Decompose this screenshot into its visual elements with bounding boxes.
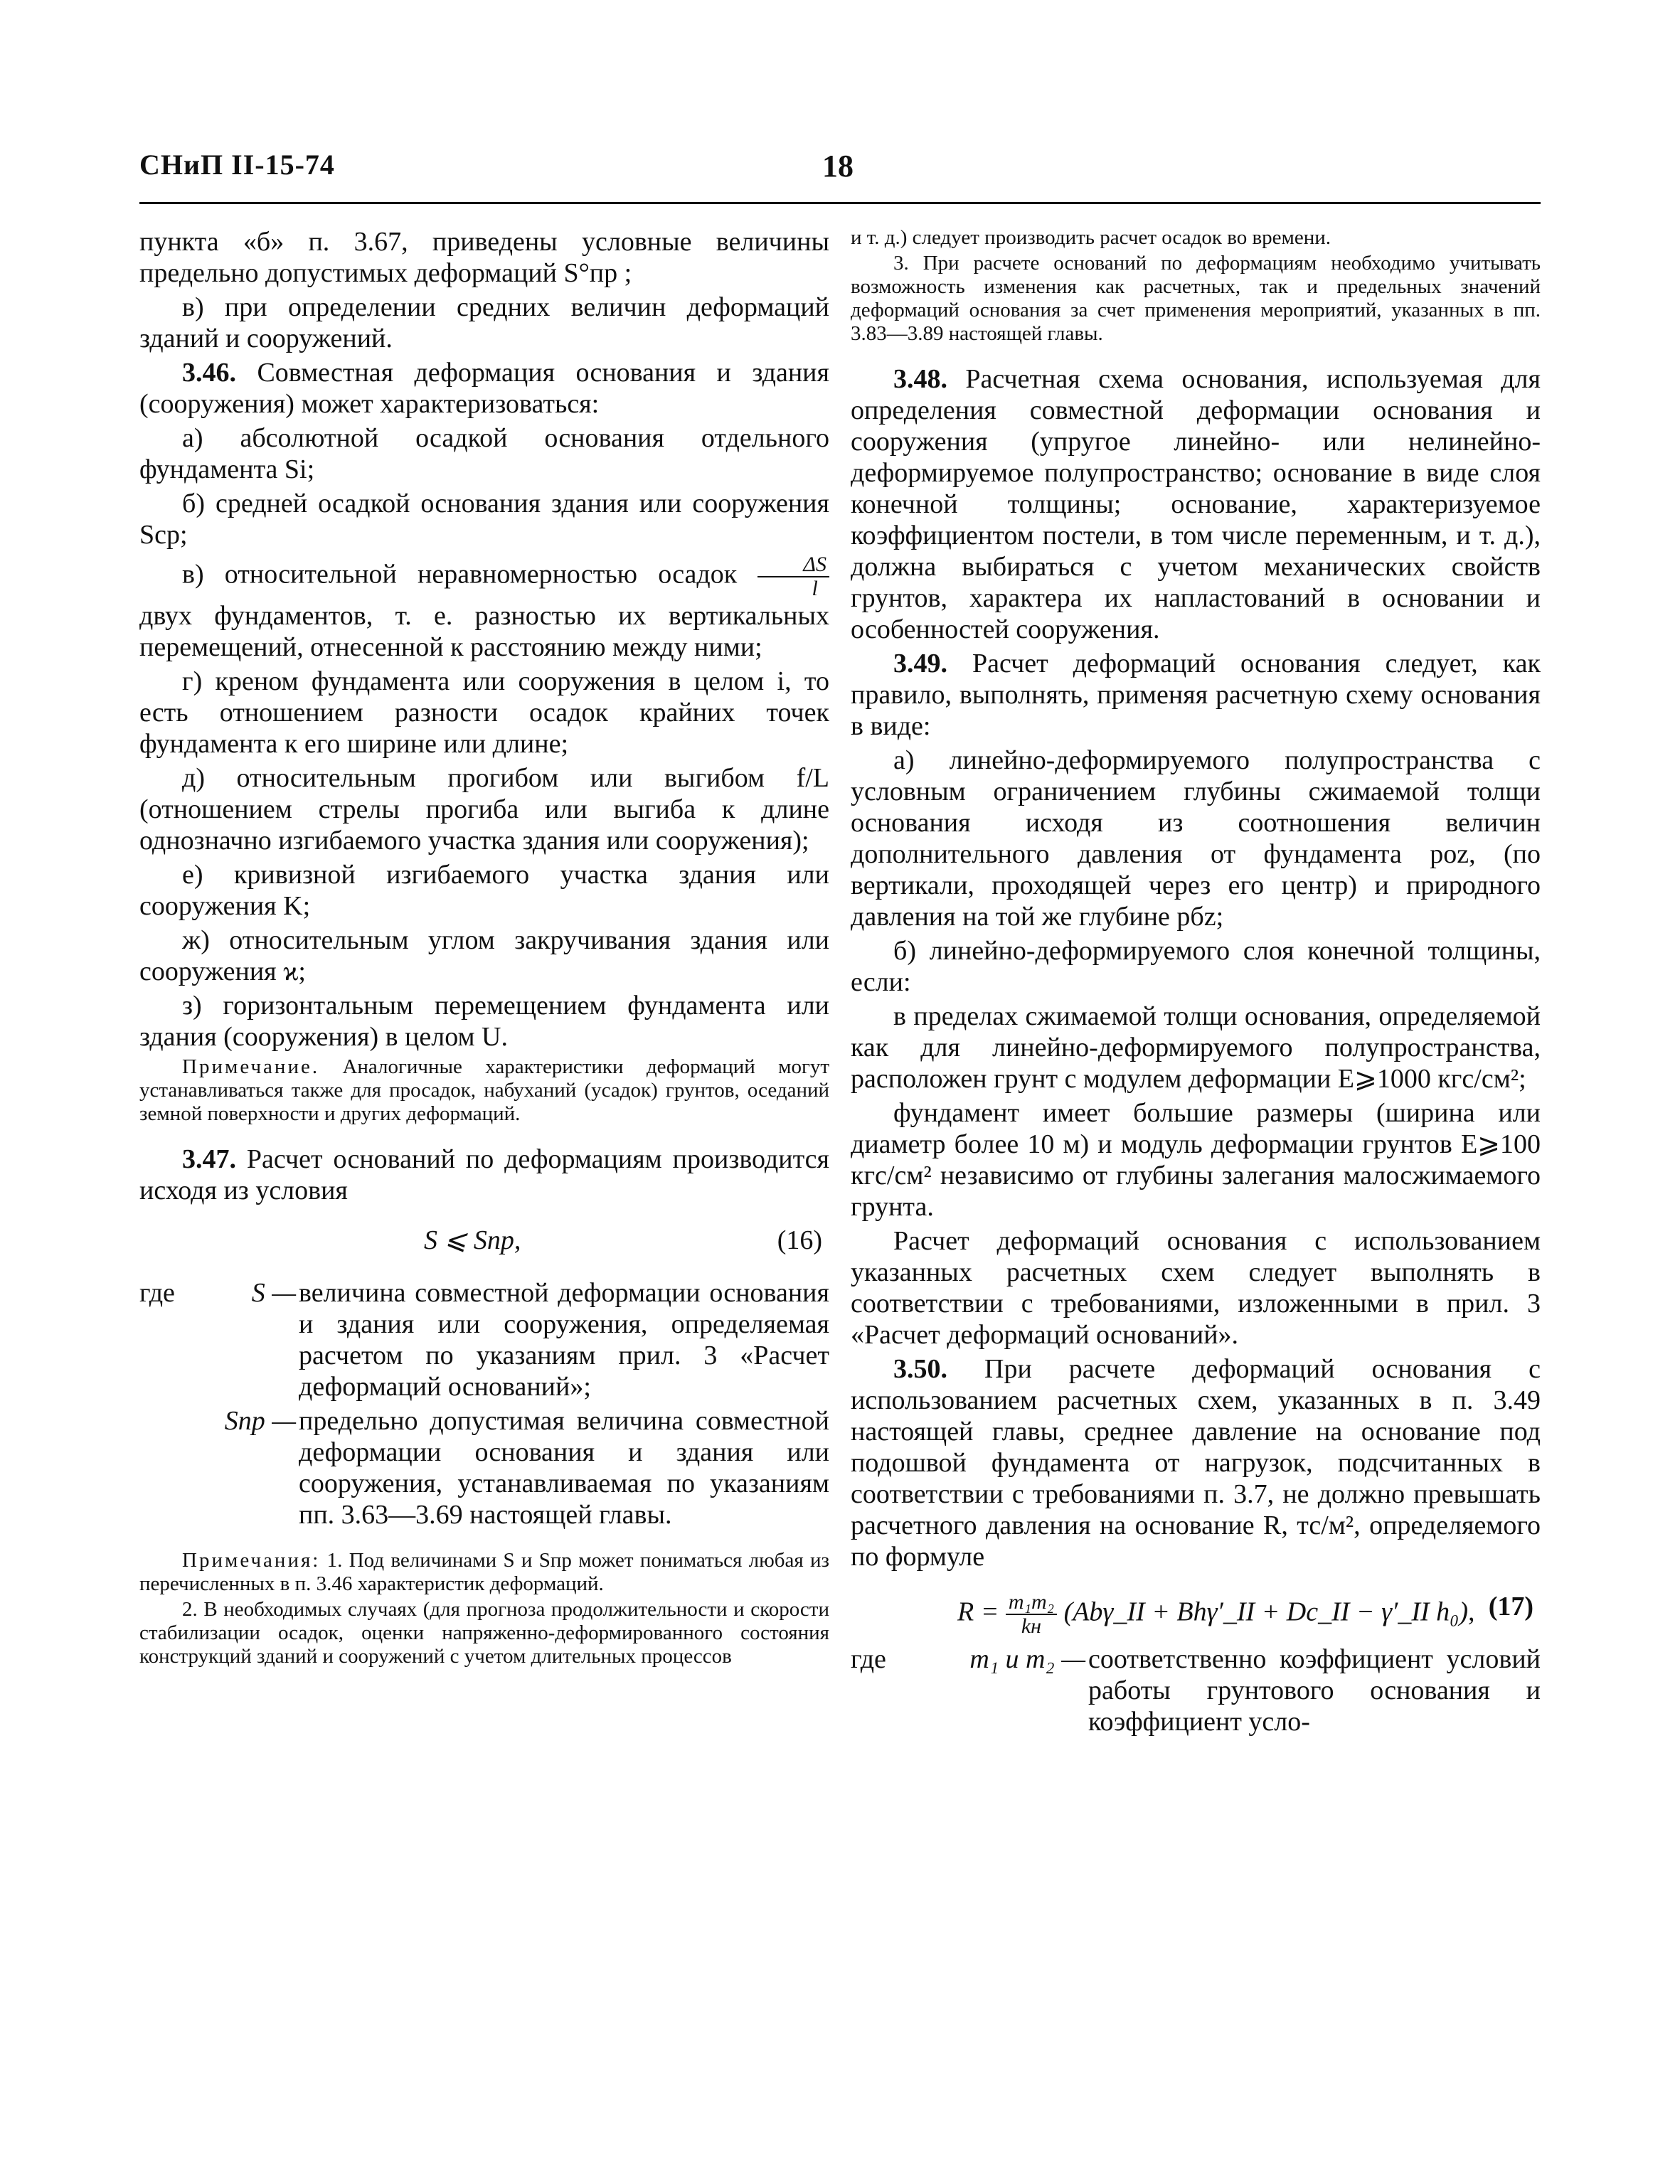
section-number: 3.50. (893, 1354, 947, 1384)
running-head (139, 148, 1541, 198)
item-b: б) линейно-деформируемого слоя конечной толщины, если: (851, 936, 1541, 997)
item-b: б) средней осадкой основания здания или сооружения Sср; (139, 489, 829, 550)
where-row (139, 1277, 829, 1402)
fraction-numerator: m₁m₂ (1006, 1591, 1057, 1615)
where-word: где (851, 1644, 886, 1674)
note-continuation: и т. д.) следует производить расчет осадок во времени. (851, 226, 1331, 249)
document-code: СНиП II-15-74 (139, 149, 335, 181)
item-e: е) кривизной изгибаемого участка здания или сооружения K; (139, 860, 829, 921)
item-d: д) относительным прогибом или выгибом f/L (отношением стрелы прогиба или выгиба к длине однозначно изгибаемого участка здания или сооружения); (139, 763, 829, 856)
item-v-text-2: двух фундаментов, т. е. разностью их вертикальных перемещений, отнесенной к расстоянию между ними; (139, 601, 829, 662)
section-text: Совместная деформация основания и здания (сооружения) может характеризоваться: (139, 358, 829, 419)
formula-17 (851, 1580, 1541, 1636)
notes-text: 1. Под величинами S и Sпр может пониматься любая из перечисленных в п. 3.46 характеристик деформаций. (139, 1549, 829, 1595)
section-3-48 (851, 363, 1541, 645)
fraction-ds-l (757, 553, 829, 600)
item-a: а) абсолютной осадкой основания отдельного фундамента Si; (139, 423, 829, 484)
page-number: 18 (822, 149, 854, 183)
notes-2: 2. В необходимых случаях (для прогноза продолжительности и скорости стабилизации осадок, оценки напряженно-деформированного состояния конструкций зданий и сооружений с учетом длительных процессов (139, 1598, 829, 1668)
where-definition: предельно допустимая величина совместной деформации основания и здания или сооружения, устанавливаемая по указаниям пп. 3.63—3.69 настоящей главы. (299, 1406, 829, 1530)
formula-body: S ⩽ Sпр, (424, 1225, 521, 1255)
note-label: Примечание. (182, 1055, 320, 1078)
note-3: 3. При расчете оснований по деформациям необходимо учитывать возможность изменения как расчетных, так и предельных значений деформаций основания за счет применения мероприятий, указанных в пп. 3.83—3.89 настоящей главы. (851, 252, 1541, 345)
item-v-text: в) относительной неравномерностью осадок (182, 559, 738, 590)
right-column (851, 226, 1541, 1740)
fraction-denominator: l (812, 577, 818, 600)
fraction-numerator: ΔS (757, 553, 829, 577)
formula-fraction (1006, 1591, 1057, 1638)
item-b-1: в пределах сжимаемой толщи основания, определяемой как для линейно-деформируемого полупространства, расположен грунт с модулем деформации E⩾1000 кгс/см²; (851, 1001, 1541, 1094)
section-3-46 (139, 357, 829, 420)
paragraph-continuation: пункта «б» п. 3.67, приведены условные величины предельно допустимых деформаций S°пр ; (139, 227, 829, 288)
section-3-50 (851, 1353, 1541, 1572)
section-3-49 (851, 648, 1541, 742)
formula-body (957, 1591, 1475, 1638)
formula-lhs: R = (957, 1597, 999, 1627)
where-block (139, 1277, 829, 1530)
item-v (139, 553, 829, 663)
notes-label: Примечания: (182, 1549, 321, 1572)
section-number: 3.49. (893, 649, 947, 678)
notes-1 (139, 1549, 829, 1596)
formula-number: (17) (1488, 1592, 1533, 1621)
section-number: 3.47. (182, 1144, 236, 1174)
item-b-2: фундамент имеет большие размеры (ширина или диаметр более 10 м) и модуль деформации грунтов E⩾100 кгс/см² независимо от глубины залегания малосжимаемого грунта. (851, 1098, 1541, 1222)
note-text: Аналогичные характеристики деформаций могут устанавливаться также для просадок, набуханий (усадок) грунтов, оседаний земной поверхности и других деформаций. (139, 1055, 830, 1125)
section-text: При расчете деформаций основания с использованием расчетных схем, указанных в п. 3.49 настоящей главы, среднее давление на основание под подошвой фундамента от нагрузок, подсчитанных в соответствии с требованиями п. 3.7, не должно превышать расчетного давления на основание R, тс/м², определяемого по формуле (851, 1354, 1541, 1572)
where-definition: величина совместной деформации основания и здания или сооружения, определяемая расчетом по указаниям прил. 3 «Расчет деформаций оснований»; (299, 1278, 829, 1402)
item-a: а) линейно-деформируемого полупространства с условным ограничением глубины сжимаемой толщи основания исходя из соотношения величин дополнительного давления от фундамента pоz, (по вертикали, проходящей через его центр) и природного давления на той же глубине pбz; (851, 745, 1541, 932)
where-block (851, 1644, 1541, 1737)
where-symbol: m₁ и m₂ — (969, 1644, 1085, 1674)
where-row (851, 1644, 1541, 1737)
section-text: Расчет оснований по деформациям производится исходя из условия (139, 1144, 830, 1205)
formula-16 (139, 1213, 829, 1270)
where-symbol: Sпр — (224, 1406, 296, 1436)
section-text: Расчетная схема основания, используемая для определения совместной деформации основания и сооружения (упругое линейно- или нелинейно-деформируемое полупространство; основание в виде слоя конечной толщины; основание, характеризуемое коэффициентом постели, в том числе переменным, и т. д.), должна выбираться с учетом механических свойств грунтов, характера их напластований в основании и особенностей сооружения. (851, 364, 1541, 644)
item-z: з) горизонтальным перемещением фундамента или здания (сооружения) в целом U. (139, 991, 829, 1052)
fraction-denominator: kн (1021, 1614, 1042, 1638)
section-number: 3.48. (893, 364, 947, 394)
section-3-47 (139, 1144, 829, 1206)
where-word: где (139, 1278, 175, 1308)
note-1 (139, 1055, 829, 1126)
where-symbol: S — (251, 1278, 296, 1308)
section-number: 3.46. (182, 358, 236, 388)
where-definition: соответственно коэффициент условий работы грунтового основания и коэффициент усло- (1088, 1644, 1541, 1737)
where-row (139, 1405, 829, 1530)
item-zh: ж) относительным углом закручивания здания или сооружения ϰ; (139, 925, 829, 986)
formula-number: (16) (777, 1225, 822, 1255)
section-text: Расчет деформаций основания следует, как правило, выполнять, применяя расчетную схему основания в виде: (851, 649, 1541, 741)
paragraph-v: в) при определении средних величин деформаций зданий и сооружений. (139, 292, 829, 353)
paragraph-calc: Расчет деформаций основания с использованием указанных расчетных схем следует выполнять в соответствии с требованиями, изложенными в прил. 3 «Расчет деформаций оснований». (851, 1226, 1541, 1350)
left-column (139, 226, 829, 1671)
formula-rhs: (Abγ_II + Bhγ′_II + Dc_II − γ′_II h₀), (1063, 1597, 1475, 1627)
item-g: г) креном фундамента или сооружения в целом i, то есть отношением разности осадок крайних точек фундамента к его ширине или длине; (139, 666, 829, 759)
header-rule (139, 202, 1541, 204)
